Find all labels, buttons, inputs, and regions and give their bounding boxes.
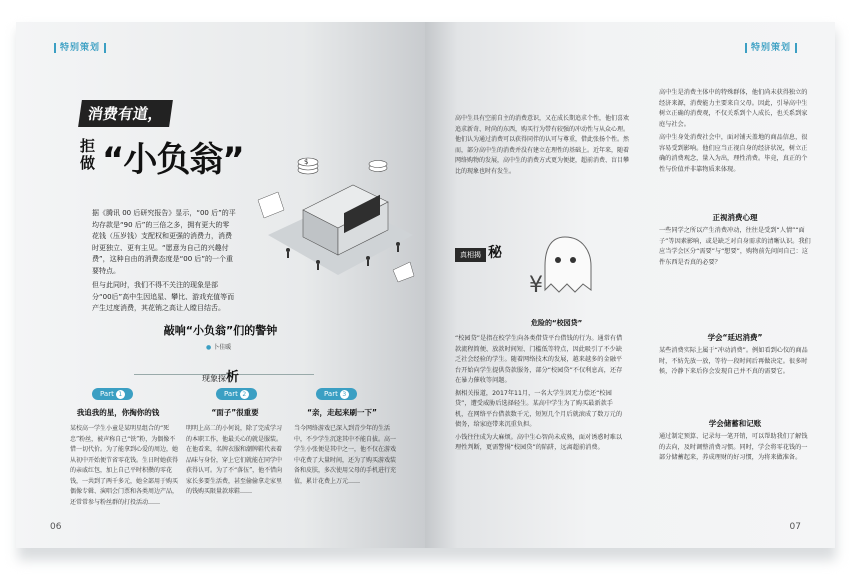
page-number: 07 [789, 522, 801, 532]
paragraph: 小钱往往成为大麻烦。高中生心智尚未成熟，面对诱惑时难以理性判断，更需警惕“校园贷”的陷阱，远离超前消费。 [455, 433, 623, 451]
right-column-intro [659, 88, 811, 178]
subhead-3-text: 通过制定预算、记录每一笔开销，可以帮助我们了解钱的去向，及时调整消费习惯。同时，学会将零花钱的一部分储蓄起来，养成理财的好习惯，为将来做准备。 [659, 433, 808, 461]
paragraph: 据相关报道，2017年11月，一名大学生因无力偿还“校园贷”，遭受威胁后选择轻生。某高中学生为了购买最新款手机，在网络平台借款数千元，短短几个月后就滚成了数万元的债务，给家庭带来沉重负担。 [455, 389, 623, 428]
observe-heading: 现象探析 [202, 370, 240, 385]
part-1-badge: Part 1 [92, 388, 133, 400]
part-3-text: 当今网络游戏已深入到青少年的生活中，不少学生沉迷其中不能自拔。高一学生小张便是其中之一，他不仅在游戏中花费了大量时间，还为了购买游戏装备和皮肤，多次使用父母的手机进行充值，累计花费上万元…… [294, 425, 397, 485]
ghost-icon [525, 232, 605, 302]
paragraph: “校园贷”是指在校学生向各类借贷平台借钱的行为。通常有借款流程简便、放款时间短、门槛低等特点，因此吸引了不少缺乏社会经验的学生。随着网络技术的发展，越来越多的金融平台开始向学生提供贷款服务，部分“校园贷”不仅利息高，还存在暴力催收等问题。 [455, 335, 623, 384]
figure-caption: 危险的“校园贷” [531, 319, 583, 327]
section-title: 敲响“小负翁”们的警钟 [163, 324, 278, 337]
section-tag: 特别策划 [50, 40, 110, 53]
part-3-title: “亲，走起来刷一下” [307, 408, 377, 417]
right-page [425, 22, 835, 548]
headline-small: 拒做 [80, 137, 96, 172]
part-2-title: “面子”很重要 [211, 408, 259, 417]
part-1-text: 某校高一学生小童是某明星组合的“死忠”粉丝，被声称自己“铁”粉，为偶像不惜一切代价。为了能拿到心爱的周边，她从初中开始便节省零花钱。生日时她获得的亲戚红包，加上自己平时积攒的零花钱，一共到了两千多元，她全部用于购买偶像专辑、演唱会门票和各类周边产品，还常常参与粉丝群的打投活动…… [70, 425, 179, 506]
part-3-badge: Part 3 [316, 388, 357, 400]
intro-text [92, 208, 236, 318]
part-2-badge: Part 2 [216, 388, 257, 400]
subhead-1-text: 一些同学之所以产生消费冲动，往往是受到“人情”“面子”等因素影响，或是缺乏对自身需求的清晰认识。我们应当学会区分“需要”与“想要”，购物前先问问自己：这件东西是否真的必要？ [659, 227, 811, 266]
byline: ● 卜佳暖 [206, 342, 231, 351]
subhead-3: 学会储蓄和记账 [708, 419, 762, 428]
right-top-text: 高中生具有空前自主的消费意识，又在成长期追求个性，他们喜欢追求新奇、时尚的东西，购买行为带有较强的冲动性与从众心理。他们认为通过消费可以获得同伴的认可与尊重，借此张扬个性。然而，部分高中生的消费并没有建立在理性的基础上。近年来，随着网络购物的发展，高中生的消费方式更为便捷，超前消费、盲目攀比的现象也时有发生。 [455, 115, 630, 175]
svg-text:¥: ¥ [529, 273, 543, 298]
right-mid-text [455, 334, 625, 456]
intro-paragraph: 据《腾讯 00 后研究报告》显示，“00 后”的平均存款是“90 后”的三倍之多，拥有更大的零花钱（压岁钱）支配权和更强的消费力，消费时更独立、更有主见。“愿意为自己的兴趣付费”，这种自由的消费态度是“00 后”的一个重要特点。 [92, 209, 236, 275]
part-2-text: 明明上高二的小何说，除了完成学习的本职工作，他最关心的就是服装。在他看来，名牌衣服和潮牌鞋代表着品味与身份，穿上它们就能在同学中获得认可。为了不“落伍”，他不惜向家长多要生活费，甚至偷偷拿走家里的钱购买限量款球鞋…… [186, 425, 283, 495]
headline-box: 消费有道， [78, 100, 173, 127]
headline-big: “小负翁” [102, 140, 244, 180]
paragraph: 高中生身处消费社会中，面对铺天盖地的商品信息，很容易受到影响。他们应当正视自身的经济状况，树立正确的消费观念，量入为出，理性消费。毕竟，真正的个性与价值并非靠物质来体现。 [659, 134, 808, 173]
headline [80, 100, 244, 180]
paragraph: 高中生是消费主体中的特殊群体，他们尚未获得独立的经济来源，消费能力主要来自父母。因此，引导高中生树立正确的消费观，不仅关系到个人成长，也关系到家庭与社会。 [659, 89, 808, 128]
part-1-title: 我追我的星，你掏你的钱 [76, 408, 160, 417]
page-number: 06 [50, 522, 62, 532]
left-page [16, 22, 425, 548]
subhead-2: 学会“延迟消费” [707, 333, 763, 342]
truth-heading: 真相揭 秘 [455, 242, 502, 262]
svg-text:$: $ [304, 158, 309, 166]
section-tag: 特别策划 [741, 40, 801, 53]
intro-paragraph: 但与此同时，我们不得不关注的现象是部分“00后”高中生因追星、攀比、游戏充值等而产生过度消费，其花销之高让人瞠目结舌。 [92, 281, 235, 312]
subhead-1: 正视消费心理 [712, 213, 758, 222]
shopping-illustration-icon [248, 140, 418, 290]
subhead-2-text: 某些消费实际上属于“冲动消费”。例如看到心仪的商品时，不妨先放一放，等待一段时间后再做决定。很多时候，冷静下来后你会发现自己并不真的需要它。 [659, 347, 808, 375]
